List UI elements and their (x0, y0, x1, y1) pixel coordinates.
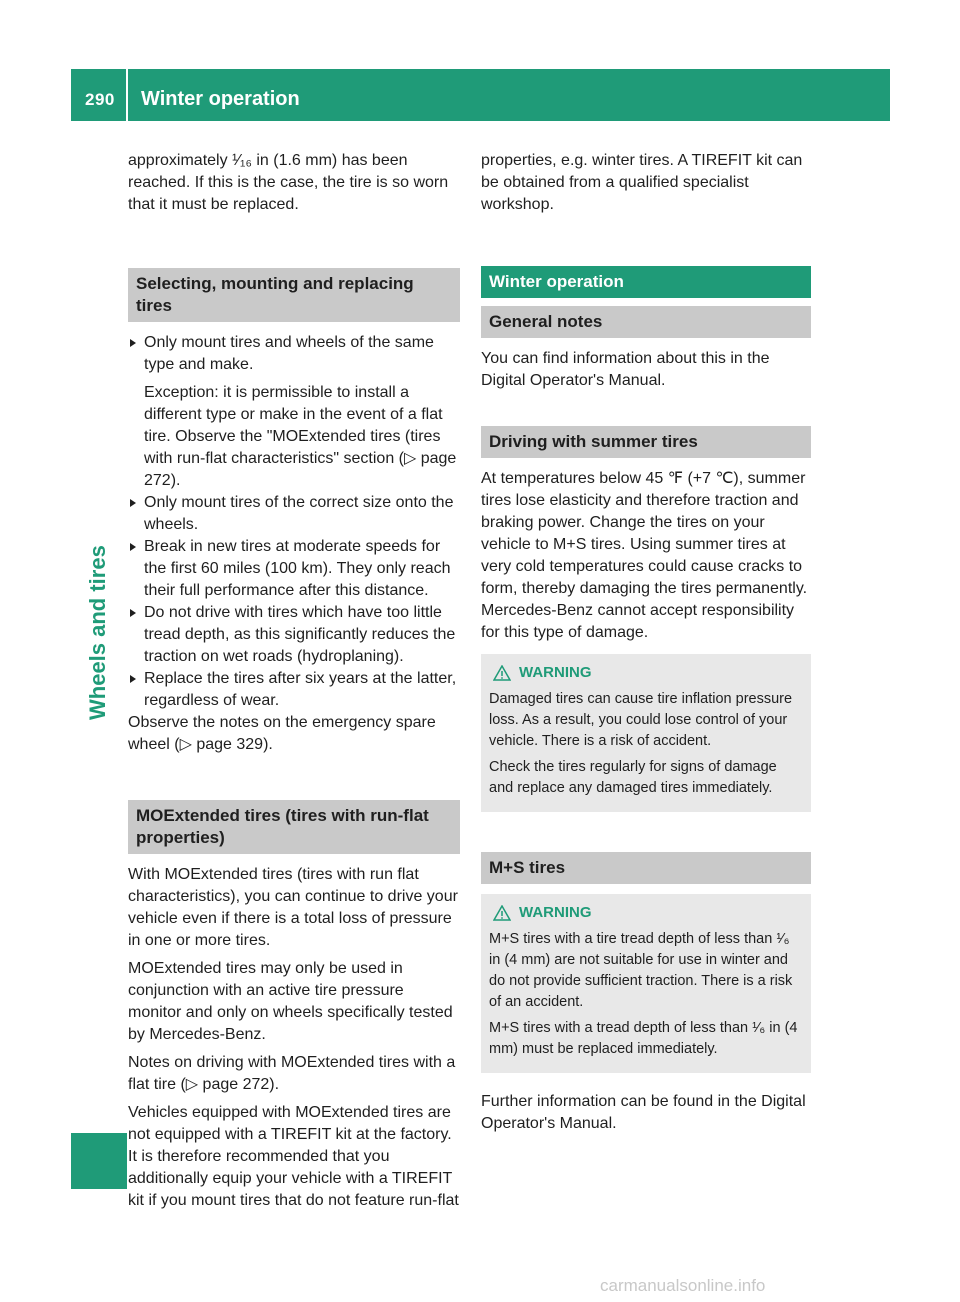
list-item (128, 668, 460, 712)
summer-tires-heading: Driving with summer tires (481, 426, 811, 458)
watermark: carmanualsonline.info (600, 1276, 766, 1295)
side-tab-marker (71, 1133, 127, 1189)
moextended-paragraph: Notes on driving with MOExtended tires with a flat tire (▷ page 272). (128, 1054, 456, 1093)
warning-label: WARNING (519, 904, 592, 921)
general-notes-heading: General notes (481, 306, 811, 338)
summer-tires-text: At temperatures below 45 ℉ (+7 ℃), summer tires lose elasticity and therefore traction and braking power. Change the tires on your vehicle to M+S tires. Using summer tires at very cold temperatures could cause cracks to form, thereby damaging the tires permanently. Mercedes-Benz cannot accept responsibility for this type of damage. (481, 470, 808, 641)
warning-box (481, 654, 811, 812)
warning-header (489, 662, 803, 683)
warning-triangle-icon (493, 665, 511, 681)
warning-box (481, 894, 811, 1073)
bullet-subtext: Exception: it is permissible to install a different type or make in the event of a flat tire. Observe the "MOExtended tires (tires with run-flat characteristics" section (▷ page 272). (144, 384, 457, 489)
ms-tires-heading: M+S tires (481, 852, 811, 884)
header-divider (126, 69, 128, 121)
continued-paragraph: properties, e.g. winter tires. A TIREFIT kit can be obtained from a qualified specialist workshop. (481, 152, 803, 213)
moextended-paragraph: Vehicles equipped with MOExtended tires are not equipped with a TIREFIT kit at the factory. It is therefore recommended that you additionally equip your vehicle with a TIREFIT kit if you mount tires that do not feature run-flat (128, 1104, 459, 1209)
warning-triangle-icon (493, 905, 511, 921)
general-notes-text: You can find information about this in the Digital Operator's Manual. (481, 350, 770, 389)
moextended-heading: MOExtended tires (tires with run-flat properties) (128, 800, 460, 854)
right-column (481, 150, 811, 1141)
warning-text: Damaged tires can cause tire inflation pressure loss. As a result, you could lose control of your vehicle. There is a risk of accident. (489, 691, 793, 749)
list-item (128, 602, 460, 668)
warning-text: Check the tires regularly for signs of damage and replace any damaged tires immediately. (489, 759, 777, 796)
side-tab-label: Wheels and tires (85, 545, 110, 720)
moextended-paragraph: With MOExtended tires (tires with run flat characteristics), you can continue to drive your vehicle even if there is a total loss of pressure in one or more tires. (128, 866, 458, 949)
warning-header (489, 902, 803, 923)
bullet-text: Break in new tires at moderate speeds for the first 60 miles (100 km). They only reach their full performance after this distance. (144, 538, 451, 599)
winter-operation-heading: Winter operation (481, 266, 811, 298)
warning-text: M+S tires with a tread depth of less than ¹⁄₆ in (4 mm) must be replaced immediately. (489, 1020, 798, 1057)
selecting-heading: Selecting, mounting and replacing tires (128, 268, 460, 322)
page-title: Winter operation (141, 88, 300, 110)
list-item (128, 536, 460, 602)
moextended-paragraph: MOExtended tires may only be used in conjunction with an active tire pressure monitor and only on wheels specifically tested by Mercedes-Benz. (128, 960, 453, 1043)
further-info-text: Further information can be found in the Digital Operator's Manual. (481, 1093, 806, 1132)
left-column (128, 150, 460, 1218)
warning-label: WARNING (519, 664, 592, 681)
list-item (128, 492, 460, 536)
bullet-text: Only mount tires of the correct size onto the wheels. (144, 494, 454, 533)
list-item (128, 332, 460, 492)
intro-paragraph: approximately ¹⁄₁₆ in (1.6 mm) has been reached. If this is the case, the tire is so worn that it must be replaced. (128, 152, 449, 213)
spare-wheel-note: Observe the notes on the emergency spare wheel (▷ page 329). (128, 714, 436, 753)
warning-text: M+S tires with a tire tread depth of less than ¹⁄₆ in (4 mm) are not suitable for use in winter and do not provide sufficient traction. There is a risk of an accident. (489, 931, 793, 1010)
page-number: 290 (85, 90, 115, 109)
bullet-text: Only mount tires and wheels of the same type and make. (144, 334, 434, 373)
selecting-list (128, 332, 460, 712)
bullet-text: Do not drive with tires which have too little tread depth, as this significantly reduces the traction on wet roads (hydroplaning). (144, 604, 456, 665)
bullet-text: Replace the tires after six years at the latter, regardless of wear. (144, 670, 457, 709)
